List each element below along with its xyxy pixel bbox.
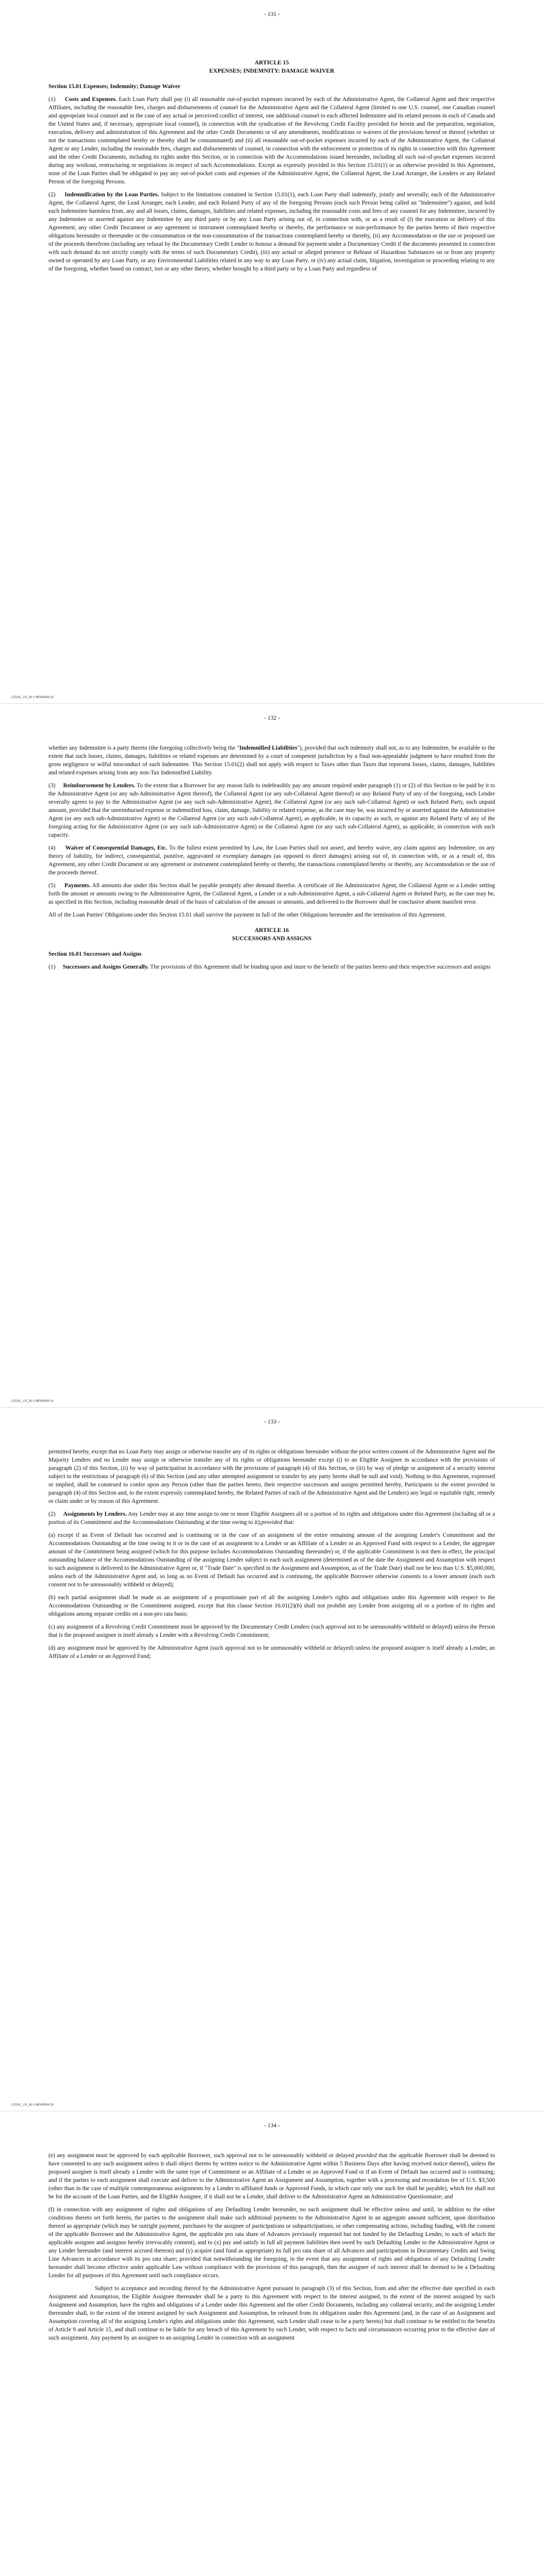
document-footer: LEGAL_US_W # 96040894.16 xyxy=(11,2104,54,2107)
page-content xyxy=(48,29,495,278)
paragraph-assignment-effect: Subject to acceptance and recording thereof by the Administrative Agent pursuant to paragraph (3) of this Section, from and after the effective date specified in each Assignment and Assumption, the Eligible Assignee thereunder shall be a party to this Agreement with respect to the interest assigned, to the extent of the interest assigned by such Assignment and Assumption, have the rights and obligations of a Lender under this Agreement and the other Credit Documents, including any collateral security, and the assigning Lender thereunder shall, to the extent of the interest assigned by such Assignment and Assumption, be released from its obligations under this Agreement (and, in the case of an Assignment and Assumption covering all of the assigning Lender's rights and obligations under this Agreement, such Lender shall cease to be a party hereto) but shall continue to be entitled to the benefits of Article 9 and Article 15, and shall continue to be liable for any breach of this Agreement by such Lender, with respect to facts and circumstances occurring prior to the effective date of such assignment. Any payment by an assignee to an assigning Lender in connection with an assignment xyxy=(48,2285,495,2341)
clause-a: (a) except if an Event of Default has occurred and is continuing or in the case of an assignment of the entire remaining amount of the assigning Lender's Commitment and the Accommodations Outstanding at the time owing to it or in the case of an assignment to a Lender or an Affiliate of a Lender or an Approved Fund with respect to a Lender, the aggregate amount of the Commitment being assigned (which for this purpose includes Accommodations Outstanding thereunder) or, if the applicable Commitment is not then in effect, the principal outstanding balance of the Accommodations Outstanding of the assigning Lender subject to each such assignment (determined as of the date the Assignment and Assumption with respect to such assignment is delivered to the Administrative Agent or, if "Trade Date" is specified in the Assignment and Assumption, as of the Trade Date) shall not be less than U.S. $5,000,000, unless each of the Administrative Agent and, so long as no Event of Default has occurred and is continuing, the applicable Borrower otherwise consents to a lower amount (each such consent not to be unreasonably withheld or delayed); xyxy=(48,1532,495,1588)
paragraph-text: "), provided that such indemnity shall not, as to any Indemnitee, be available to the extent that such losses, claims, damages, liabilities or related expenses are determined by a court of competent jurisdiction by a final non-appealable judgment to have resulted from the gross negligence or wilful misconduct of such Indemnitee. This Section 15.01(2) shall not apply with respect to Taxes other than Taxes that represent losses, claims, damages, liabilities and related expenses arising from any non-Tax Indemnified Liability. xyxy=(48,745,495,776)
paragraph-proviso: provided xyxy=(356,2153,377,2159)
paragraph-payments xyxy=(48,882,495,906)
paragraph-number: (2) xyxy=(48,192,56,198)
paragraph-number: (5) xyxy=(48,883,56,889)
page-number: - 134 - xyxy=(264,2123,280,2129)
page-134 xyxy=(0,2111,544,2576)
paragraph-waiver xyxy=(48,844,495,877)
page-132 xyxy=(0,704,544,1407)
article-title: ARTICLE 16 xyxy=(254,927,289,934)
article-subtitle: EXPENSES; INDEMNITY: DAMAGE WAIVER xyxy=(209,68,335,74)
article-title: ARTICLE 15 xyxy=(254,60,289,66)
paragraph-heading: Reimbursement by Lenders. xyxy=(63,783,136,789)
paragraph-survival: All of the Loan Parties' Obligations under this Section 15.01 shall survive the payment in full of the other Obligations hereunder and the termination of this Agreement. xyxy=(48,912,447,918)
paragraph-reimbursement xyxy=(48,782,495,839)
document-footer: LEGAL_US_W # 96040894.16 xyxy=(11,1400,54,1403)
clause-d: (d) any assignment must be approved by the Administrative Agent (such approval not to be unreasonably withheld or delayed) unless the proposed assignee is itself already a Lender, an Affiliate of a Lender or an Approved Fund; xyxy=(48,1645,495,1659)
paragraph-number: (3) xyxy=(48,783,56,789)
paragraph-heading: Payments. xyxy=(64,883,91,889)
paragraph-text: whether any Indemnitee is a party thereto (the foregoing collectively being the " xyxy=(48,745,240,751)
paragraph-continued: permitted hereby, except that no Loan Party may assign or otherwise transfer any of its rights or obligations hereunder without the prior written consent of the Administrative Agent and the Majority Lenders and no Lender may assign or otherwise transfer any of its rights or obligations hereunder except (i) to an Eligible Assignee in accordance with the provisions of paragraph (2) of this Section, (ii) by way of participation in accordance with the provisions of paragraph (4) of this Section, or (iii) by way of pledge or assignment of a security interest subject to the restrictions of paragraph (6) of this Section (and any other attempted assignment or transfer by any party hereto shall be null and void). Nothing in this Agreement, expressed or implied, shall be construed to confer upon any Person (other than the parties hereto, their respective successors and assigns permitted hereby, Participants to the extent provided in paragraph (4) of this Section and, to the extent expressly contemplated hereby, the Related Parties of each of the Administrative Agent and the Lenders) any legal or equitable right, remedy or claim under or by reason of this Agreement. xyxy=(48,1449,495,1504)
paragraph-number: (1) xyxy=(48,964,56,970)
paragraph-text: that: xyxy=(282,1519,294,1526)
clause-b: (b) each partial assignment shall be made as an assignment of a proportionate part of all the assigning Lender's rights and obligations under this Agreement with respect to the Accommodations Outstanding or the Commitment assigned, except that this clause Section 16.01(2)(b) shall not prohibit any Lender from assigning all or a portion of its rights and obligations among separate credits on a non-pro rata basis; xyxy=(48,1595,495,1617)
paragraph-indemnification xyxy=(48,191,495,273)
paragraph-heading: Indemnification by the Loan Parties. xyxy=(64,192,159,198)
paragraph-text: (e) any assignment must be approved by each applicable Borrower, such approval not to be unreasonably withheld or delayed xyxy=(48,2153,356,2159)
paragraph-text: Any Lender may at any time assign to one or more Eligible Assignees all or a portion of its rights and obligations under this Agreement (including all or a portion of its Commitment and the Accommodations Outstanding at the time owing to it); xyxy=(48,1511,495,1526)
paragraph-number: (4) xyxy=(48,845,56,851)
clause-f: (f) in connection with any assignment of rights and obligations of any Defaulting Lender hereunder, no such assignment shall be effective unless and until, in addition to the other conditions thereto set forth herein, the parties to the assignment shall make such additional payments to the Administrative Agent in an aggregate amount sufficient, upon distribution thereof as appropriate (which may be outright payment, purchases by the assignee of participations or subparticipations, or other compensating actions, including funding, with the consent of the applicable Borrower and the Administrative Agent, the applicable pro rata share of Advances previously requested but not funded by the Defaulting Lender, to each of which the applicable assignee and assignor hereby irrevocably consent), and to (x) pay and satisfy in full all payment liabilities then owed by such Defaulting Lender to the Administrative Agent or any Lender hereunder (and interest accrued thereon) and (y) acquire (and fund as appropriate) its full pro rata share of all Advances and participations in Documentary Credits and Swing Line Advances in accordance with its pro rata share; provided that notwithstanding the foregoing, in the event that any assignment of rights and obligations of any Defaulting Lender hereunder shall become effective under applicable Law without compliance with the provisions of this paragraph, then the assignee of such interest shall be deemed to be a Defaulting Lender for all purposes of this Agreement until such compliance occurs. xyxy=(48,2207,495,2279)
paragraph-costs-expenses xyxy=(48,95,495,186)
paragraph-text: Subject to the limitations contained in Section 15.01(1), each Loan Party shall indemnify, jointly and severally, each of the Administrative Agent, the Collateral Agent, the Lead Arranger, each Lender, and each Related Party of any of the foregoing Persons (each such Person being called an "Indemnitee") against, and hold each Indemnitee harmless from, any and all losses, claims, damages, liabilities and related expenses, including the reasonable costs and fees of any counsel for any Indemnitee, incurred by any Indemnitee or asserted against any Indemnitee by any third party or by any Loan Party arising out of, in connection with, or as a result of (i) the execution or delivery of this Agreement, any other Credit Document or any agreement or instrument contemplated hereby or thereby, the performance or non-performance by the parties hereto of their respective obligations hereunder or thereunder or the consummation or the non-consummation of the transactions contemplated hereby or thereby, (ii) any Accommodation or the use or proposed use of the proceeds therefrom (including any refusal by the Documentary Credit Lender to honour a demand for payment under a Documentary Credit if the documents presented in connection with such demand do not strictly comply with the terms of such Documentary Credit), (iii) any actual or alleged presence or Release of Hazardous Substances on or from any property owned or operated by any Loan Party, or any Environmental Liabilities related in any way to any Loan Party, or (iv) any actual claim, litigation, investigation or proceeding relating to any of the foregoing, whether based on contract, tort or any other theory, whether brought by a third party or by a Loan Party and regardless of xyxy=(48,192,496,272)
page-number: - 133 - xyxy=(264,1419,280,1425)
clause-c: (c) any assignment of a Revolving Credit Commitment must be approved by the Documentary Credit Lenders (such approval not to be unreasonably withheld or delayed) unless the Person that is the proposed assignee is itself already a Lender with a Revolving Credit Commitment; xyxy=(48,1624,495,1638)
page-content xyxy=(48,2151,495,2347)
page-number: - 132 - xyxy=(264,715,280,721)
paragraph-text: that the applicable Borrower shall be deemed to have consented to any such assignment unless it shall object thereto by written notice to the Administrative Agent within 5 Business Days after having received notice thereof), unless the proposed assignee is itself already a Lender with the same type of Commitment or an Affiliate of a Lender or an Approved Fund or if an Event of Default has occurred and is continuing; and if the parties to each assignment shall execute and deliver to the Administrative Agent an Assignment and Assumption, together with a processing and recordation fee of U.S. $3,500 (other than in the case of multiple contemporaneous assignments by a Lender to affiliated funds or Approved Funds, in which case only one such fee shall be payable), which fee shall not be for the account of the Loan Parties, and the Eligible Assignee, if it shall not be a Lender, shall deliver to the Administrative Agent an Administrative Questionnaire; and xyxy=(48,2153,495,2200)
paragraph-text: All amounts due under this Section shall be payable promptly after demand therefor. A certificate of the Administrative Agent, the Collateral Agent or a Lender setting forth the amount or amounts owing to the Administrative Agent, the Collateral Agent, a Lender or a sub-Administrative Agent, a sub-Collateral Agent or Related Party, as the case may be, as specified in this Section, including reasonable detail of the basis of calculation of the amount or amounts, and delivered to the Borrower shall be conclusive absent manifest error. xyxy=(48,883,496,905)
paragraph-text: The provisions of this Agreement shall be binding upon and inure to the benefit of the parties hereto and their respective successors and assigns xyxy=(149,964,491,970)
paragraph-text: Each Loan Party shall pay (i) all reasonable out-of-pocket expenses incurred by each of the Administrative Agent, the Collateral Agent and their respective Affiliates, including the reasonable fees, charges and disbursements of counsel for the Administrative Agent and the Collateral Agent (limited to one U.S. counsel, one Canadian counsel and appropriate local counsel and in the case of any actual or perceived conflict of interest, one additional counsel to each affected Indemnitee and its related persons in each of Canada and the United States and, if necessary, appropriate local counsel), in connection with the syndication of the Revolving Credit Facility provided for herein and the preparation, negotiation, execution, delivery and administration of this Agreement and the other Credit Documents or of any amendments, modifications or waivers of the provisions hereof or thereof (whether or not the transactions contemplated hereby or thereby shall be consummated) and (ii) all reasonable out-of-pocket expenses incurred by each of the Administrative Agent, the Collateral Agent or any Lender, including the reasonable fees, charges and disbursements of counsel, in connection with the enforcement or protection of its rights in connection with this Agreement and the other Credit Documents, including its rights under this Section, or in connection with the Accommodations issued hereunder, including all such out-of-pocket expenses incurred during any workout, restructuring or negotiations in respect of such Accommodations. Except as expressly provided in this Section 15.01(1) or as otherwise provided in this Agreement, none of the Loan Parties shall be obligated to pay any out-of-pocket costs and expenses of the Administrative Agent, the Collateral Agent, the Lead Arranger, the Lenders or any Related Person of the foregoing Persons. xyxy=(48,96,496,185)
article-subtitle: SUCCESSORS AND ASSIGNS xyxy=(232,936,312,942)
defined-term: Indemnified Liabilities xyxy=(239,745,298,751)
paragraph-text: To the fullest extent permitted by Law, the Loan Parties shall not assert, and hereby waive, any claim against any Indemnitee, on any theory of liability, for indirect, consequential, punitive, aggravated or exemplary damages (as opposed to direct damages) arising out of, in connection with, or as a result of, this Agreement, any other Credit Document or any agreement or instrument contemplated hereby or thereby, the transactions contemplated hereby or thereby, any Accommodation or the use of the proceeds thereof. xyxy=(48,845,495,876)
paragraph-proviso: provided xyxy=(261,1519,283,1526)
paragraph-heading: Waiver of Consequential Damages, Etc. xyxy=(65,845,168,851)
paragraph-text: To the extent that a Borrower for any reason fails to indefeasibly pay any amount required under paragraph (1) or (2) of this Section to be paid by it to the Administrative Agent (or any sub-Administrative Agent thereof), the Collateral Agent (or any sub-Collateral Agent thereof) or any Related Party of any of the foregoing, each Lender severally agrees to pay to the Administrative Agent (or any such sub-Administrative Agent), the Collateral Agent (or any such sub-Collateral Agent) or such Related Party, such unpaid amount, provided that the unreimbursed expense or indemnified loss, claim, damage, liability or related expense, as the case may be, was incurred by or asserted against the Administrative Agent (or any such sub-Administrative Agent) or the Collateral Agent (or any such sub-Collateral Agent), as applicable, in its capacity as such, or against any Related Party of any of the foregoing acting for the Administrative Agent (or any such sub-Administrative Agent) or the Collateral Agent (or any such sub-Collateral Agent), as applicable, in connection with such capacity. xyxy=(48,783,496,838)
clause-e xyxy=(48,2151,495,2201)
paragraph-heading: Costs and Expenses. xyxy=(64,96,117,103)
section-heading: Section 16.01 Successors and Assigns xyxy=(48,951,142,957)
paragraph-assignments xyxy=(48,1510,495,1527)
page-133 xyxy=(0,1408,544,2111)
document-footer: LEGAL_US_W # 96040894.16 xyxy=(11,696,54,699)
paragraph-continued xyxy=(48,744,495,777)
page-131 xyxy=(0,0,544,703)
paragraph-number: (1) xyxy=(48,96,56,103)
paragraph-number: (2) xyxy=(48,1511,56,1517)
page-number: - 131 - xyxy=(264,11,280,18)
page-content xyxy=(48,1448,495,1665)
paragraph-heading: Assignments by Lenders. xyxy=(63,1511,127,1517)
section-heading: Section 15.01 Expenses; Indemnity; Damage Waiver xyxy=(48,83,180,90)
paragraph-heading: Successors and Assigns Generally. xyxy=(62,964,149,970)
page-content xyxy=(48,744,495,976)
paragraph-successors xyxy=(48,963,495,971)
